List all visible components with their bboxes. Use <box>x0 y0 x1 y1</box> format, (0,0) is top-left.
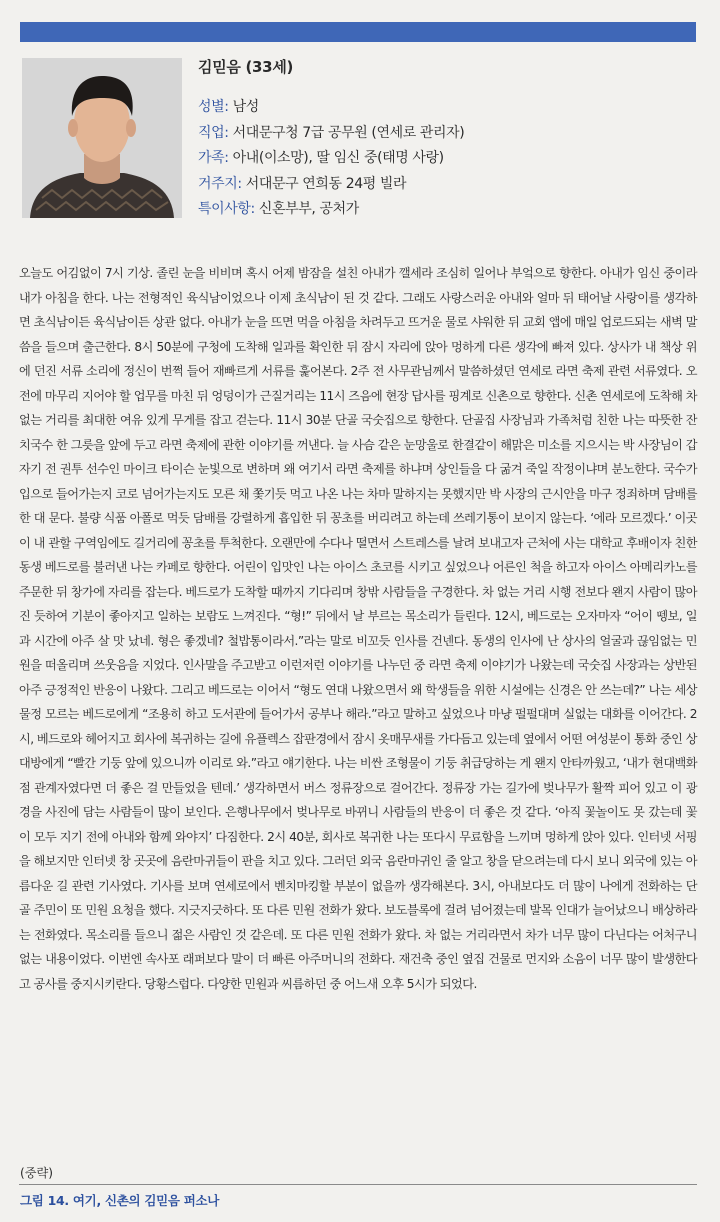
avatar-icon <box>22 58 182 218</box>
attr-residence <box>198 172 698 198</box>
attr-label: 특이사항: <box>198 201 255 217</box>
figure-caption: 그림 14. 여기, 신촌의 김믿음 퍼소나 <box>20 1193 220 1208</box>
attr-value: 서대문구 연희동 24평 빌라 <box>241 175 407 192</box>
header-bar <box>20 22 696 42</box>
attr-value: 신혼부부, 공처가 <box>254 201 359 217</box>
attr-value: 아내(이소망), 딸 임신 중(태명 사랑) <box>228 150 444 166</box>
persona-story: 오늘도 어김없이 7시 기상. 졸린 눈을 비비며 혹시 어제 밤잠을 설친 아내가 깰세라 조심히 일어나 부엌으로 향한다. 아내가 임신 중이라 내가 아침을 한다. 나는 전형적인 육식남이었으나 이제 초식남이 된 것 같다. 그래도 사랑스러운 아내와 얼마 뒤 태어날 사랑이를 생각하면 초식남이든 육식남이든 상관 없다. 아내가 눈을 뜨면 먹을 아침을 차려두고 뜨거운 물로 샤워한 뒤 교회 앱에 매일 업로드되는 새벽 말씀을 들으며 출근한다. 8시 50분에 구청에 도착해 일과를 확인한 뒤 잠시 자리에 앉아 멍하게 다른 생각에 빠져 있다. 상사가 내 책상 위에 던진 서류 소리에 정신이 번쩍 들어 재빠르게 서류를 훑어본다. 2주 전 사무관님께서 말씀하셨던 연세로 라면 축제 관련 서류였다. 오전에 마무리 지어야 할 업무를 마친 뒤 엉덩이가 근질거리는 11시 즈음에 현장 답사를 핑계로 신촌으로 향한다. 신촌 연세로에 도착해 차 없는 거리를 최대한 여유 있게 무게를 잡고 걷는다. 11시 30분 단골 국숫집으로 향한다. 단골집 사장님과 가족처럼 친한 나는 따뜻한 잔치국수 한 그릇을 앞에 두고 라면 축제에 관한 이야기를 꺼낸다. 늘 사슴 같은 눈망울로 한결같이 해맑은 미소를 지으시는 박 사장님이 갑자기 전 권투 선수인 마이크 타이슨 눈빛으로 변하며 왜 여기서 라면 축제를 하냐며 상인들을 다 굶겨 죽일 작정이냐며 분노한다. 국수가 입으로 들어가는지 코로 넘어가는지도 모른 채 쫓기듯 먹고 나온 나는 차마 말하지는 못했지만 박 사장의 근시안을 마구 정죄하며 담배를 한 대 문다. 불량 식품 아폴로 먹듯 담배를 강렬하게 흡입한 뒤 꽁초를 버리려고 하는데 쓰레기통이 보이지 않는다. ‘에라 모르겠다.’ 이곳이 내 관할 구역임에도 길거리에 꽁초를 투척한다. 오랜만에 수다나 떨면서 스트레스를 날려 보내고자 근처에 사는 대학교 후배이자 친한 동생 베드로를 불러낸 나는 카페로 향한다. 어린이 입맛인 나는 아이스 초코를 시키고 싶었으나 어른인 척을 하고자 아이스 아메리카노를 주문한 뒤 창가에 자리를 잡는다. 베드로가 도착할 때까지 기다리며 창밖 사람들을 구경한다. 차 없는 거리 시행 전보다 왠지 사람이 많아진 듯하여 기분이 좋아지고 일하는 보람도 느껴진다. “형!” 뒤에서 날 부르는 목소리가 들린다. 12시, 베드로는 오자마자 “어이 뗑보, 일과 시간에 아주 살 맛 났네. 형은 좋겠네? 철밥통이라서.”라는 말로 비꼬듯 인사를 건넨다. 동생의 인사에 난 상사의 얼굴과 끊임없는 민원을 떠올리며 쓰웃음을 지었다. 인사말을 주고받고 이런저런 이야기를 나누던 중 라면 축제 이야기가 나왔는데 국숫집 사장과는 상반된 아주 긍정적인 반응이 나왔다. 그리고 베드로는 이어서 “형도 연대 나왔으면서 왜 학생들을 위한 시설에는 신경은 안 쓰는데?” 나는 세상 물정 모르는 베드로에게 “조용히 하고 도서관에 들어가서 공부나 해라.”라고 말하고 싶었으나 마냥 펄펄대며 실없는 대화를 이어간다. 2시, 베드로와 헤어지고 회사에 복귀하는 길에 유플렉스 잡판경에서 잠시 옷매무새를 가다듬고 있는데 옆에서 어떤 여성분이 통화 중인 상대방에게 “빨간 기둥 앞에 있으니까 이리로 와.”라고 얘기한다. 나는 비싼 조형물이 기둥 취급당하는 게 왠지 안타까웠고, ‘내가 현대백화점 관계자였다면 더 좋은 걸 만들었을 텐데.’ 생각하면서 버스 정류장으로 걸어간다. 정류장 가는 길가에 벚나무가 활짝 피어 있고 이 광경을 사진에 담는 사람들이 많이 보인다. 은행나무에서 벚나무로 바뀌니 사람들의 반응이 더 좋은 것 같다. ‘아직 꽃놀이도 못 갔는데 꽃이 모두 지기 전에 아내와 함께 와야지’ 다짐한다. 2시 40분, 회사로 복귀한 나는 또다시 무료함을 느끼며 멍하게 앉아 있다. 인터넷 서핑을 해보지만 인터넷 창 곳곳에 음란마귀들이 판을 치고 있다. 그러던 외국 음란마귀인 줄 알고 창을 닫으려는데 다시 보니 외국에 있는 아름다운 길 관련 기사였다. 기사를 보며 연세로에서 벤치마킹할 부분이 없을까 생각해본다. 3시, 아내보다도 더 많이 나에게 전화하는 단골 주민이 또 민원 요청을 했다. 지긋지긋하다. 또 다른 민원 전화가 왔다. 보도블록에 걸려 넘어졌는데 발목 인대가 늘어났으니 배상하라는 전화였다. 목소리를 들으니 젊은 사람인 것 같은데. 또 다른 민원 전화가 왔다. 차 없는 거리라면서 차가 너무 많이 다닌다는 어처구니없는 내용이었다. 이번엔 속사포 래퍼보다 말이 더 빠른 아주머니의 전화다. 재건축 중인 옆집 건물로 먼지와 소음이 너무 많이 발생한다고 공사를 중지시키란다. 당황스럽다. 다양한 민원과 씨름하던 중 어느새 오후 5시가 되었다. <box>19 266 697 991</box>
attr-label: 가족: <box>198 150 229 166</box>
attr-family <box>198 146 698 172</box>
caption-divider <box>19 1184 697 1185</box>
omitted-note: (중략) <box>20 1166 54 1180</box>
attr-job <box>198 121 698 147</box>
persona-name: 김믿음 (33세) <box>198 58 294 76</box>
attr-label: 직업: <box>198 124 229 141</box>
attr-gender <box>198 95 698 121</box>
profile-card <box>198 56 698 223</box>
attr-label: 성별: <box>198 99 229 115</box>
attr-notes <box>198 197 698 223</box>
attr-value: 서대문구청 7급 공무원 (연세로 관리자) <box>228 124 465 141</box>
attr-label: 거주지: <box>198 175 242 192</box>
attr-value: 남성 <box>228 99 259 115</box>
